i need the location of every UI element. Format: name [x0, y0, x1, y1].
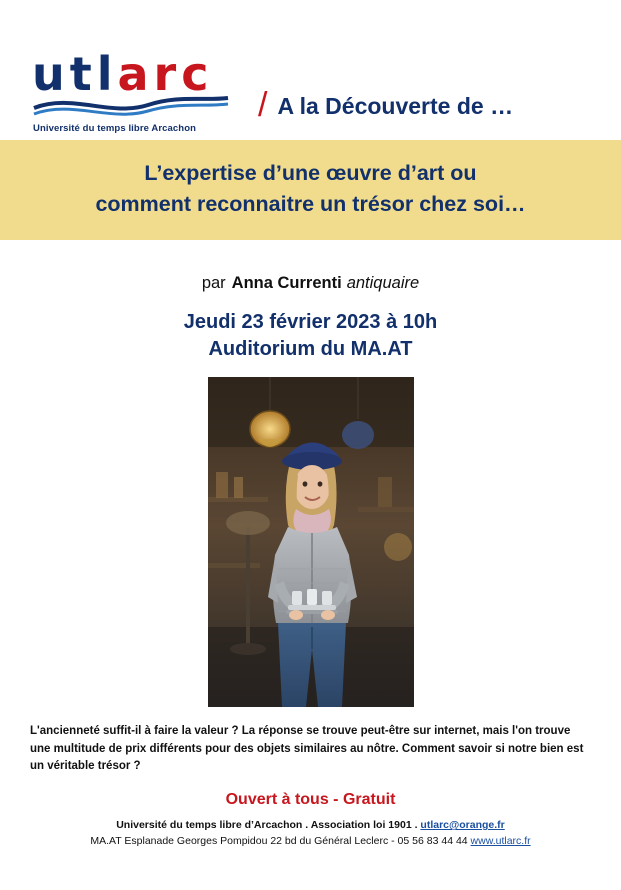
header-separator: /	[258, 86, 268, 124]
website-link[interactable]: www.utlarc.fr	[470, 835, 531, 848]
logo-wordmark	[32, 47, 248, 101]
header	[0, 0, 621, 140]
page-title: A la Découverte de …	[277, 93, 514, 119]
title-band	[0, 140, 621, 240]
description-text: L'ancienneté suffit-il à faire la valeur ? La réponse se trouve peut-être sur internet, mais l'on trouve une multitude de prix différents pour des objets similaires au nôtre. Comment savoir si notre bien est un véritable trésor ?	[30, 725, 584, 772]
speaker-role: antiquaire	[346, 274, 420, 293]
admission-line: Ouvert à tous - Gratuit	[225, 791, 396, 809]
speaker-name: Anna Currenti	[231, 274, 342, 293]
band-line-1: L’expertise d’une œuvre d’art ou	[144, 161, 477, 185]
logo-arc-text: arc	[117, 47, 214, 101]
photo-illustration	[208, 377, 414, 707]
footer-association-text: Université du temps libre d’Arcachon . Association loi 1901 .	[116, 819, 421, 832]
event-date: Jeudi 23 février 2023 à 10h	[183, 311, 438, 334]
footer	[0, 817, 621, 850]
event-details	[0, 309, 621, 363]
event-venue: Auditorium du MA.AT	[208, 338, 413, 361]
speaker-line	[0, 274, 621, 293]
speaker-prefix: par	[201, 274, 226, 293]
email-link[interactable]: utlarc@orange.fr	[420, 819, 505, 832]
footer-line-1	[0, 817, 621, 833]
logo-utl-text: utl	[32, 47, 118, 101]
footer-address-text: MA.AT Esplanade Georges Pompidou 22 bd du Général Leclerc - 05 56 83 44 44	[90, 835, 471, 848]
event-photo	[208, 377, 414, 707]
logo-subtitle: Université du temps libre Arcachon	[33, 123, 197, 134]
band-line-2: comment reconnaitre un trésor chez soi…	[95, 192, 526, 217]
utlarc-logo	[30, 47, 248, 134]
footer-line-2	[0, 833, 621, 849]
photo-container	[0, 377, 621, 707]
wave-icon	[32, 95, 230, 117]
